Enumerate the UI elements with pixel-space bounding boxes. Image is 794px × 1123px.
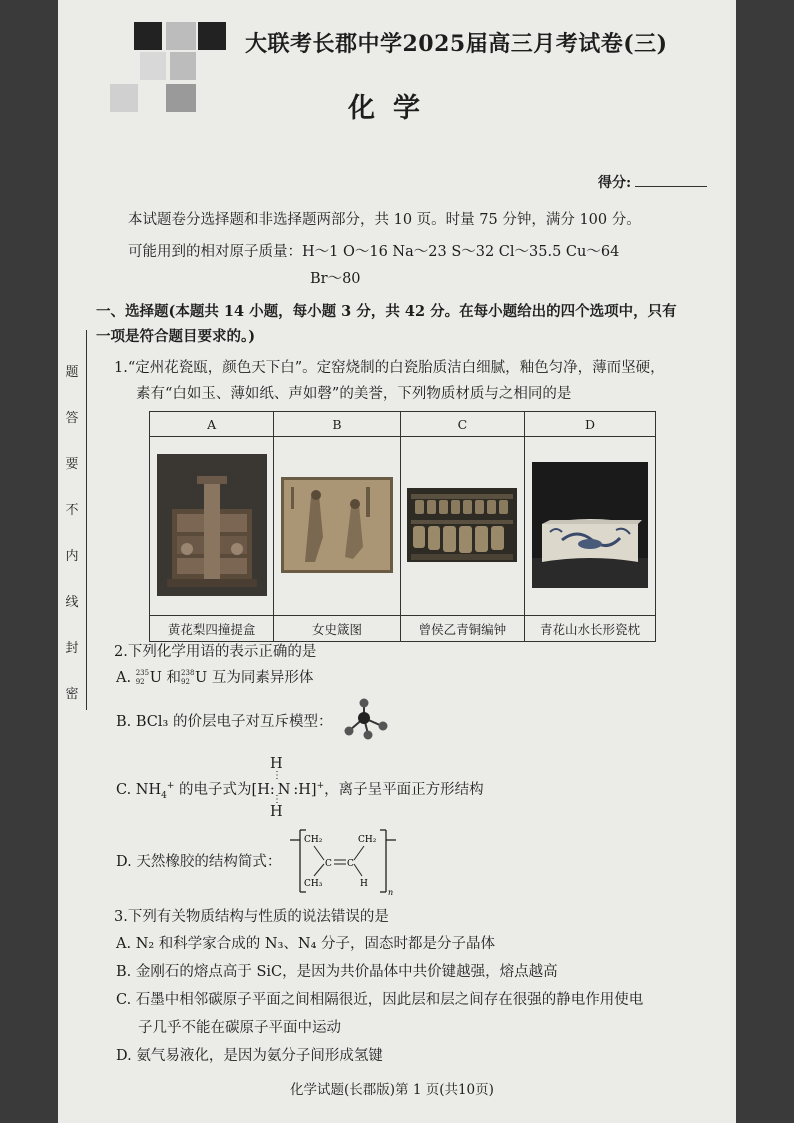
formula-ch2-right: CH₂ — [358, 835, 377, 845]
formula-h: H — [360, 879, 368, 889]
redacted-block — [166, 22, 196, 50]
seal-char: 答 — [65, 411, 79, 426]
electron-dots-top: ⋮ — [272, 770, 282, 781]
porcelain-pillow-photo — [532, 462, 648, 588]
q1-line-2: 素有“白如玉、薄如纸、声如磬”的美誉，下列物质材质与之相同的是 — [136, 386, 572, 402]
option-header-b: B — [274, 412, 401, 437]
caption-a: 黄花梨四撞提盒 — [150, 616, 274, 642]
formula-ch2-left: CH₂ — [304, 835, 323, 845]
formula-c-right: C — [347, 859, 354, 869]
photo-cell-c — [400, 437, 524, 616]
seal-char: 内 — [65, 549, 79, 564]
score-field — [598, 172, 707, 192]
rubber-structure-formula — [290, 826, 400, 896]
q1-options-table — [149, 411, 656, 642]
q3-option-b: B. 金刚石的熔点高于 SiC，是因为共价晶体中共价键越强，熔点越高 — [116, 964, 558, 980]
page-footer: 化学试题(长郡版)第 1 页(共10页) — [290, 1082, 494, 1098]
q2-a-connector: 和 — [161, 670, 182, 686]
intro-line-2: 可能用到的相对原子质量：H～1 O～16 Na～23 S～32 Cl～35.5 Cu～64 — [128, 244, 620, 260]
electron-formula-top-h: H — [270, 756, 283, 772]
redacted-block — [140, 52, 166, 80]
option-header-a: A — [150, 412, 274, 437]
exam-title: 大联考长郡中学2025届高三月考试卷(三) — [245, 31, 668, 57]
redacted-block — [170, 52, 196, 80]
q2-c-prefix: C. NH — [116, 782, 162, 798]
score-blank — [635, 174, 707, 187]
q3-option-a: A. N₂ 和科学家合成的 N₃、N₄ 分子，固态时都是分子晶体 — [116, 936, 496, 952]
bronze-bells-photo — [407, 488, 517, 562]
electron-formula-left: [H: — [251, 782, 275, 798]
seal-char: 线 — [65, 595, 79, 610]
seal-char: 密 — [65, 687, 79, 702]
element-symbol: U — [149, 670, 162, 686]
q2-option-d: D. 天然橡胶的结构简式： — [116, 854, 282, 870]
q3-option-d: D. 氨气易液化，是因为氨分子间形成氢键 — [116, 1048, 383, 1064]
q2-a-text: U 互为同素异形体 — [195, 670, 314, 686]
caption-c: 曾侯乙青铜编钟 — [400, 616, 524, 642]
intro-line-3: Br～80 — [310, 271, 361, 287]
atomic-number: 92 — [181, 678, 190, 686]
formula-n: n — [388, 888, 394, 896]
q2-option-b: B. BCl₃ 的价层电子对互斥模型： — [116, 714, 333, 730]
atomic-number: 92 — [135, 678, 145, 686]
electron-formula-bottom-h: H — [270, 804, 283, 820]
vsepr-model-icon — [338, 696, 390, 740]
section-title-line-1: 一、选择题(本题共 14 小题，每小题 3 分，共 42 分。在每小题给出的四个选项中，只有 — [96, 303, 677, 320]
q2-c-text: ，离子呈平面正方形结构 — [324, 782, 484, 798]
seal-char: 不 — [65, 503, 79, 518]
q2-option-c — [116, 778, 484, 801]
redacted-block — [198, 22, 226, 50]
q3-option-c-line-2: 子几乎不能在碳原子平面中运动 — [138, 1020, 341, 1036]
photo-cell-d — [525, 437, 656, 616]
photo-cell-a — [150, 437, 274, 616]
formula-ch3: CH₃ — [304, 879, 323, 889]
isotope-notation — [181, 669, 195, 687]
seal-char: 封 — [65, 641, 79, 656]
electron-formula-n: N — [277, 782, 291, 798]
mass-number: 238 — [181, 669, 195, 677]
q3-option-c-line-1: C. 石墨中相邻碳原子平面之间相隔很近，因此层和层之间存在很强的静电作用使电 — [116, 992, 644, 1008]
section-title-line-2: 一项是符合题目要求的。) — [96, 328, 256, 345]
option-header-d: D — [525, 412, 656, 437]
q2-c-mid: 的电子式为 — [174, 782, 252, 798]
intro-line-1: 本试题卷分选择题和非选择题两部分，共 10 页。时量 75 分钟，满分 100 分。 — [128, 212, 641, 228]
formula-c-left: C — [325, 859, 332, 869]
q2-option-a — [116, 666, 313, 687]
q3-stem: 3.下列有关物质结构与性质的说法错误的是 — [114, 909, 389, 925]
caption-d: 青花山水长形瓷枕 — [525, 616, 656, 642]
redacted-block — [110, 84, 138, 112]
caption-b: 女史箴图 — [274, 616, 401, 642]
q2-a-prefix: A. — [116, 670, 132, 686]
q2-c-superscript: + — [166, 781, 175, 792]
seal-char: 要 — [65, 457, 79, 472]
electron-formula-right: :H] — [293, 782, 317, 798]
redacted-block — [134, 22, 162, 50]
option-header-c: C — [400, 412, 524, 437]
isotope-notation — [136, 669, 150, 687]
seal-char: 题 — [65, 365, 79, 380]
q1-line-1: 1.“定州花瓷瓯，颜色天下白”。定窑烧制的白瓷胎质洁白细腻，釉色匀净，薄而坚硬， — [114, 360, 665, 376]
photo-cell-b — [274, 437, 401, 616]
mass-number: 235 — [135, 669, 150, 677]
score-label: 得分: — [598, 175, 632, 191]
seal-line-label — [62, 350, 82, 718]
seal-line — [86, 330, 87, 710]
electron-formula-charge: + — [316, 781, 325, 792]
q2-c-subscript: 4 — [161, 790, 167, 801]
painting-photo — [281, 477, 393, 573]
q2-stem: 2.下列化学用语的表示正确的是 — [114, 644, 317, 660]
subject-title: 化学 — [348, 93, 438, 124]
electron-dots-bottom: ⋮ — [272, 794, 282, 805]
redacted-block — [166, 84, 196, 112]
wooden-box-photo — [157, 454, 267, 596]
